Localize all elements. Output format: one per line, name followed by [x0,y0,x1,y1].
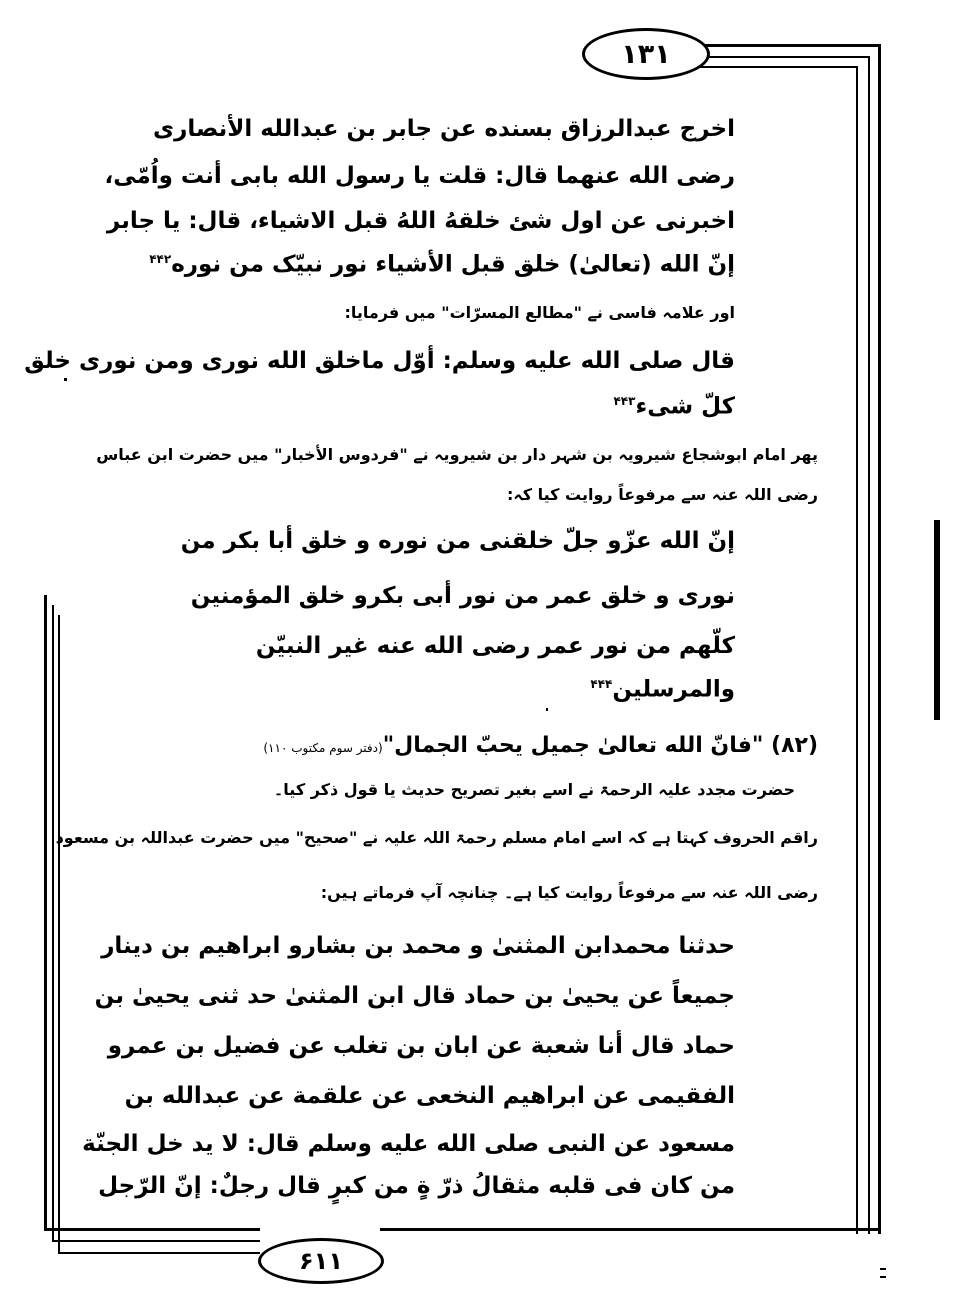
frame-bottom-line-3 [58,1252,260,1254]
urdu-line: رضی اللہ عنہ سے مرفوعاً روایت کیا کہ: [506,485,818,504]
frame-top-line-3 [700,66,858,68]
page-number-bottom [258,1238,384,1284]
heading-text: "فانّ الله تعالیٰ جمیل یحبّ الجمال" [382,733,764,758]
frame-left-line-2 [52,605,54,1242]
arabic-text: والمرسلین [612,676,735,703]
arabic-line: اخرج عبدالرزاق بسنده عن جابر بن عبدالله الأنصاری [153,116,735,142]
footnote-marker: ۴۴۴ [590,677,613,691]
arabic-line: رضی الله عنهما قال: قلت یا رسول الله بابی أنت واُمّی، [104,163,735,189]
scan-speck [546,708,548,711]
frame-inner-bar [934,520,940,720]
page-number-top-label: ۱۳۱ [621,38,671,70]
scan-speck [880,1276,886,1278]
heading-reference: (دفتر سوم مکتوب ۱۱۰) [263,741,383,755]
arabic-line: حماد قال أنا شعبة عن ابان بن تغلب عن فضیل بن عمرو [107,1033,735,1059]
frame-left-line-3 [58,615,60,1254]
frame-bottom-line-2 [52,1240,260,1242]
urdu-line: پھر امام ابوشجاع شیرویہ بن شہر دار بن شیرویہ نے "فردوس الأخبار" میں حضرت ابن عباس [96,445,818,464]
arabic-line: حدثنا محمدابن المثنیٰ و محمد بن بشارو ابراهیم بن دینار [101,933,735,959]
arabic-line: مسعود عن النبی صلی الله علیه وسلم قال: لا ید خل الجنّة [82,1131,735,1157]
arabic-line [149,253,735,277]
footnote-marker: ۴۴۳ [613,394,636,408]
heading-number: (۸۲) [771,733,818,758]
scan-speck [880,1268,886,1270]
arabic-line: کلّهم من نور عمر رضی الله عنه غیر النبیّن [255,633,735,659]
frame-right-line-3 [856,66,858,1234]
frame-left-line-1 [44,595,47,1231]
urdu-line: راقم الحروف کہتا ہے کہ اسے امام مسلم رحمۃ اللہ علیہ نے "صحیح" میں حضرت عبداللہ بن مسعود [55,828,818,847]
urdu-line: رضی اللہ عنہ سے مرفوعاً روایت کیا ہے۔ چنانچہ آپ فرماتے ہیں: [320,883,818,902]
frame-bottom-line-1 [44,1228,260,1231]
urdu-line: اور علامہ فاسی نے "مطالع المسرّات" میں فرمایا: [344,303,735,322]
arabic-line: الفقیمی عن ابراهیم النخعی عن علقمة عن عبدالله بن [124,1083,735,1109]
frame-top-line-2 [700,56,870,58]
page-number-bottom-label: ۶۱۱ [299,1247,343,1275]
frame-bottom-line-4 [380,1228,880,1231]
arabic-line: قال صلی الله علیه وسلم: أوّل ماخلق الله نوری ومن نوری خلق [24,348,735,374]
arabic-line: نوری و خلق عمر من نور أبی بکرو خلق المؤمنین [190,583,735,609]
arabic-line: اخبرنی عن اول شئ خلقهُ اللهُ قبل الاشیاء، قال: یا جابر [106,208,735,234]
page-number-top [582,28,710,80]
frame-right-line-2 [868,56,870,1234]
footnote-marker: ۴۴۲ [149,252,172,266]
arabic-line [590,678,735,702]
arabic-text: کلّ شیء [635,393,735,420]
section-heading [263,735,818,757]
arabic-line: من کان فی قلبه مثقالُ ذرّ ةٍ من کبرٍ قال رجلٌ: إنّ الرّجل [98,1173,735,1199]
urdu-line: حضرت مجدد علیہ الرحمۃ نے اسے بغیر تصریح حدیث یا قول ذکر کیا۔ [273,780,795,799]
arabic-line: جمیعاً عن یحییٰ بن حماد قال ابن المثنیٰ حد ثنی یحییٰ بن [94,983,735,1009]
arabic-line [613,395,735,419]
arabic-text: إنّ الله (تعالیٰ) خلق قبل الأشیاء نور نبیّک من نوره [171,251,735,278]
frame-right-line-1 [878,44,881,1234]
frame-top-line-1 [700,44,880,47]
scan-speck [64,378,67,381]
arabic-line: إنّ الله عزّو جلّ خلقنی من نوره و خلق أبا بکر من [180,528,735,554]
